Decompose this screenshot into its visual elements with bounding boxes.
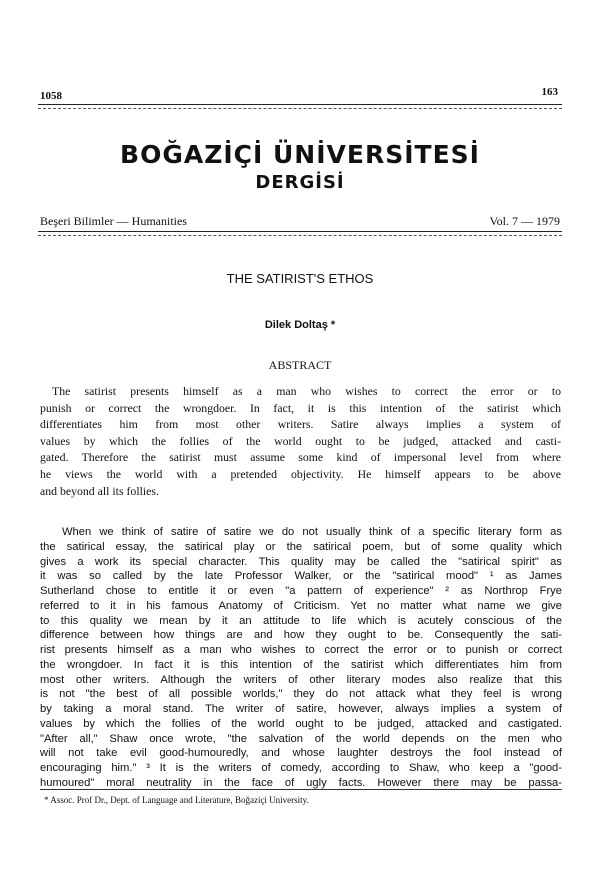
footnote-rule (40, 789, 562, 790)
body-line: Sutherland chose to entitle it or even "a pattern of experience" ² as Northrop Frye (40, 585, 562, 598)
abstract-line: values by which the follies of the world ought to be judged, attacked and casti- (40, 433, 561, 448)
body-line: referred to it in his famous Anatomy of Criticism. Yet no matter what name we give (40, 599, 562, 612)
page-number-right: 163 (541, 86, 558, 98)
author-footnote: * Assoc. Prof Dr., Dept. of Language and Literature, Boğaziçi University. (44, 795, 309, 805)
abstract-line: punish or correct the wrongdoer. In fact, it is this intention of the satirist which (40, 400, 561, 415)
body-line: to this quality we mean by it an attitude to life which is acutely conscious of the (40, 614, 562, 627)
body-text (40, 525, 562, 791)
body-line: most other writers. Although the writers of other literary modes also realize that this (40, 673, 562, 686)
body-line: the satirical essay, the satirical play or the satirical poem, but of some quality which (40, 540, 562, 553)
body-line: rist presents himself as a man who wishes to correct the error or to punish or correct (40, 644, 562, 657)
journal-section: Beşeri Bilimler — Humanities (40, 214, 187, 228)
article-title: THE SATIRIST'S ETHOS (226, 271, 374, 286)
abstract-line: differentiates him from most other writers. Satire always implies a system of (40, 417, 561, 432)
abstract-line: he views the world with a pretended objectivity. He himself appears to be above (40, 466, 561, 481)
body-line: values by which the follies of the world ought to be judged, attacked and castigated. (40, 717, 562, 730)
body-line: humoured" moral neutrality in the face of ugly facts. However there may be passa- (40, 777, 562, 790)
body-line: When we think of satire of satire we do not usually think of a specific literary form as (62, 526, 562, 538)
meta-rule-dashed (38, 235, 562, 236)
body-line: will not take evil good-humouredly, and whose laughter destroys the fool instead of (40, 747, 562, 760)
abstract-text (40, 383, 561, 499)
abstract-line: and beyond all its follies. (40, 483, 159, 498)
meta-rule (38, 231, 562, 232)
abstract-line: gated. Therefore the satirist must assume some kind of impersonal level from where (40, 450, 561, 465)
page-number-left: 1058 (40, 90, 62, 102)
journal-volume: Vol. 7 — 1979 (489, 214, 560, 228)
journal-title: BOĞAZİÇİ ÜNİVERSİTESİ (120, 140, 480, 169)
body-line: difference between how things are and how they ought to be. Consequently the sati- (40, 629, 562, 642)
body-line: gives a work its special character. This quality may be called the "satirical spirit" as (40, 555, 562, 568)
abstract-heading: ABSTRACT (268, 358, 332, 372)
body-line: is not "the best of all possible worlds," they do not attack what they feel is wrong (40, 688, 562, 701)
body-line: it was so called by the late Professor Walker, or the "satirical mood" ¹ as James (40, 570, 562, 583)
body-line: "After all," Shaw once wrote, "the salvation of the world depends on the men who (40, 732, 562, 745)
journal-subtitle: DERGİSİ (255, 172, 345, 193)
body-line: encouraging him." ³ It is the writers of comedy, according to Shaw, who keep a "good- (40, 762, 562, 775)
abstract-line: The satirist presents himself as a man who wishes to correct the error or to (52, 384, 561, 398)
header-rule-dashed (38, 108, 562, 109)
body-line: the wrongdoer. In fact it is this intention of the satirist which differentiates him from (40, 658, 562, 671)
header-rule (38, 104, 562, 105)
article-author: Dilek Doltaş * (264, 319, 336, 331)
body-line: by taking a moral stand. The writer of satire, however, always implies a system of (40, 703, 562, 716)
